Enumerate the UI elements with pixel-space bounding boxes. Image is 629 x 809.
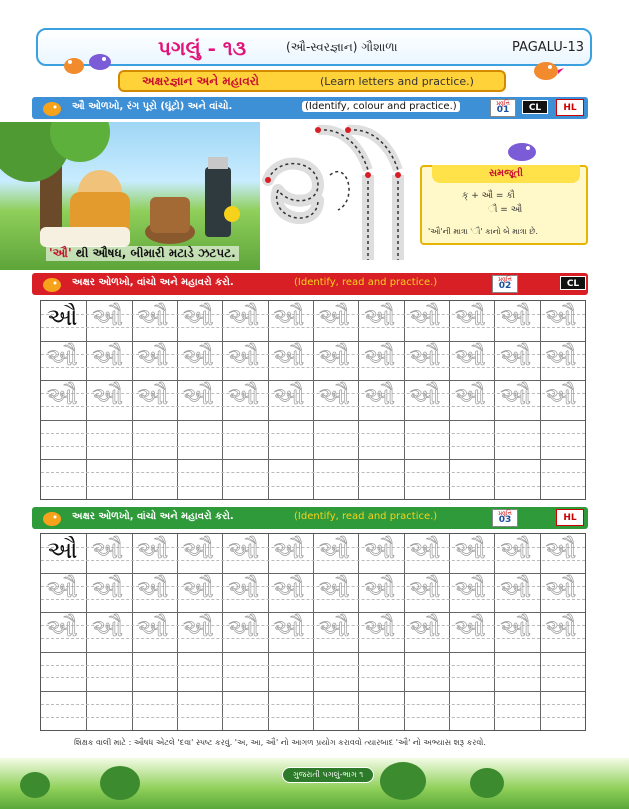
birds-icon <box>60 50 116 78</box>
trace-letter[interactable]: ઔ <box>364 342 395 371</box>
grid-column-line <box>449 534 450 730</box>
bird-icon <box>38 508 66 528</box>
trace-letter[interactable]: ઔ <box>319 303 350 331</box>
trace-letter[interactable]: ઔ <box>92 614 123 643</box>
grid-column-line <box>449 301 450 499</box>
cl-badge: CL <box>522 100 548 114</box>
trace-letter[interactable]: ઔ <box>273 303 305 331</box>
activity-1-number-badge: પ્રવૃત્તિ 01 <box>490 99 516 117</box>
hl-badge: HL <box>556 99 584 116</box>
model-letter[interactable]: ઔ <box>47 536 78 564</box>
trace-letter[interactable]: ઔ <box>364 382 395 411</box>
sub-banner <box>118 70 506 92</box>
grid-column-line <box>86 301 87 499</box>
trace-letter[interactable]: ઔ <box>92 342 123 371</box>
trace-letter[interactable]: ઔ <box>319 575 350 604</box>
grid-column-line <box>540 301 541 499</box>
samjuti-line-2: ૌ = ઔ <box>488 205 523 215</box>
guide-line <box>41 704 585 705</box>
guide-line <box>41 446 585 447</box>
guide-line <box>41 472 585 473</box>
guide-line <box>41 486 585 487</box>
trace-letter[interactable]: ઔ <box>545 382 577 411</box>
teacher-note: શિક્ષક વાલી માટે : ઔષધ એટલે 'દવા' સ્પષ્ટ કરવું. 'અ, આ, ઔ' નો આગળ પ્રયોગ કરાવવો ત્યારબાદ 'ઔ' નો અભ્યાસ શરૂ કરવો. <box>74 738 486 747</box>
trace-letter[interactable]: ઔ <box>137 614 169 643</box>
trace-letter[interactable]: ઔ <box>47 342 78 371</box>
grid-column-line <box>268 534 269 730</box>
trace-letter[interactable]: ઔ <box>273 536 305 564</box>
trace-letter[interactable]: ઔ <box>409 575 441 604</box>
trace-letter[interactable]: ઔ <box>92 382 123 411</box>
trace-letter[interactable]: ઔ <box>183 382 214 411</box>
trace-letter[interactable]: ઔ <box>409 342 441 371</box>
trace-letter[interactable]: ઔ <box>319 536 350 564</box>
sub-banner-gujarati: અક્ષરજ્ઞાન અને મહાવરો <box>142 74 260 88</box>
hl-badge: HL <box>556 509 584 526</box>
samjuti-note: 'ઔ'ની માત્રા 'ૌ' કાનો બે માત્રા છે. <box>428 227 538 236</box>
letter-trace-diagram <box>258 120 418 270</box>
activity-3-instruction: અક્ષર ઓળખો, વાંચો અને મહાવરો કરો. <box>72 511 234 522</box>
trace-letter[interactable]: ઔ <box>500 536 531 564</box>
grid-column-line <box>313 534 314 730</box>
trace-letter[interactable]: ઔ <box>228 342 259 371</box>
trace-letter[interactable]: ઔ <box>545 536 577 564</box>
trace-letter[interactable]: ઔ <box>500 303 531 331</box>
trace-letter[interactable]: ઔ <box>183 575 214 604</box>
trace-letter[interactable]: ઔ <box>273 342 305 371</box>
trace-letter[interactable]: ઔ <box>455 303 486 331</box>
grid-column-line <box>177 301 178 499</box>
activity-3-number-badge: પ્રવૃત્તિ 03 <box>492 509 518 527</box>
trace-letter[interactable]: ઔ <box>545 342 577 371</box>
activity-2-number-badge: પ્રવૃત્તિ 02 <box>492 275 518 293</box>
trace-letter[interactable]: ઔ <box>409 303 441 331</box>
activity-3-bar <box>32 507 588 529</box>
trace-letter[interactable]: ઔ <box>455 342 486 371</box>
trace-letter[interactable]: ઔ <box>183 342 214 371</box>
activity-2-bar <box>32 273 588 295</box>
grid-column-line <box>268 301 269 499</box>
trace-letter[interactable]: ઔ <box>228 303 259 331</box>
grid-column-line <box>494 301 495 499</box>
samjuti-title: સમજૂતી <box>432 165 580 183</box>
trace-letter[interactable]: ઔ <box>455 382 486 411</box>
grid-column-line <box>132 301 133 499</box>
grid-column-line <box>404 301 405 499</box>
trace-letter[interactable]: ઔ <box>273 575 305 604</box>
trace-letter[interactable]: ઔ <box>137 536 169 564</box>
bird-icon <box>38 98 66 118</box>
trace-letter[interactable]: ઔ <box>47 382 78 411</box>
activity-2-english: (Identify, read and practice.) <box>294 277 438 288</box>
guide-line <box>41 433 585 434</box>
trace-letter[interactable]: ઔ <box>545 614 577 643</box>
trace-letter[interactable]: ઔ <box>92 575 123 604</box>
row-line <box>41 459 585 460</box>
grid-column-line <box>494 534 495 730</box>
footer-brand: ગુજરાતી પગલું-ભાગ ૧ <box>282 767 374 783</box>
trace-letter[interactable]: ઔ <box>137 575 169 604</box>
grid-column-line <box>177 534 178 730</box>
caption-letter: 'ઔ' <box>49 246 72 260</box>
trace-letter[interactable]: ઔ <box>47 575 78 604</box>
trace-letter[interactable]: ઔ <box>319 342 350 371</box>
activity-1-instruction: ઔ ઓળખો, રંગ પૂરો (ઘૂંટો) અને વાંચો. <box>72 101 233 112</box>
trace-letter[interactable]: ઔ <box>273 614 305 643</box>
trace-letter[interactable]: ઔ <box>364 575 395 604</box>
row-line <box>41 691 585 692</box>
activity-1-english: (Identify, colour and practice.) <box>302 101 460 112</box>
page-title: પગલું - ૧૩ <box>158 36 247 60</box>
trace-letter[interactable]: ઔ <box>92 303 123 331</box>
activity-1-bar <box>32 97 588 119</box>
row-line <box>41 341 585 342</box>
grid-column-line <box>222 301 223 499</box>
trace-letter[interactable]: ઔ <box>455 614 486 643</box>
trace-letter[interactable]: ઔ <box>137 382 169 411</box>
trace-letter[interactable]: ઔ <box>319 614 350 643</box>
sub-banner-english: (Learn letters and practice.) <box>320 75 474 88</box>
trace-letter[interactable]: ઔ <box>364 303 395 331</box>
trace-letter[interactable]: ઔ <box>228 575 259 604</box>
grid-column-line <box>358 301 359 499</box>
bird-icon <box>500 136 544 166</box>
grid-column-line <box>132 534 133 730</box>
guide-line <box>41 665 585 666</box>
grid-column-line <box>404 534 405 730</box>
practice-grid-1 <box>40 300 586 500</box>
guide-line <box>41 717 585 718</box>
trace-letter[interactable]: ઔ <box>183 614 214 643</box>
caption-text: થી ઔષધ, બીમારી મટાડે ઝટપટ. <box>71 246 236 260</box>
trace-letter[interactable]: ઔ <box>183 303 214 331</box>
bird-icon <box>528 56 564 82</box>
trace-letter[interactable]: ઔ <box>92 536 123 564</box>
cl-badge: CL <box>560 276 586 290</box>
trace-letter[interactable]: ઔ <box>183 536 214 564</box>
trace-letter[interactable]: ઔ <box>273 382 305 411</box>
grid-column-line <box>222 534 223 730</box>
activity-2-instruction: અક્ષર ઓળખો, વાંચો અને મહાવરો કરો. <box>72 277 234 288</box>
grid-column-line <box>86 534 87 730</box>
trace-letter[interactable]: ઔ <box>228 382 259 411</box>
activity-3-english: (Identify, read and practice.) <box>294 511 438 522</box>
practice-grid-2 <box>40 533 586 731</box>
page-subtitle: (ઔ-સ્વરજ્ઞાન) ગૌશાળા <box>286 40 398 54</box>
guide-line <box>41 677 585 678</box>
trace-letter[interactable]: ઔ <box>409 614 441 643</box>
trace-letter[interactable]: ઔ <box>500 614 531 643</box>
trace-letter[interactable]: ઔ <box>545 575 577 604</box>
trace-letter[interactable]: ઔ <box>500 382 531 411</box>
trace-letter[interactable]: ઔ <box>364 536 395 564</box>
trace-letter[interactable]: ઔ <box>228 614 259 643</box>
grid-column-line <box>313 301 314 499</box>
trace-letter[interactable]: ઔ <box>455 536 486 564</box>
trace-letter[interactable]: ઔ <box>364 614 395 643</box>
samjuti-box <box>420 165 588 245</box>
trace-letter[interactable]: ઔ <box>228 536 259 564</box>
trace-letter[interactable]: ઔ <box>409 382 441 411</box>
trace-letter[interactable]: ઔ <box>409 536 441 564</box>
grid-column-line <box>540 534 541 730</box>
trace-letter[interactable]: ઔ <box>455 575 486 604</box>
model-letter[interactable]: ઔ <box>47 303 78 331</box>
illustration-caption <box>46 246 239 261</box>
trace-letter[interactable]: ઔ <box>500 342 531 371</box>
footer-ground <box>0 758 629 809</box>
trace-letter[interactable]: ઔ <box>137 303 169 331</box>
samjuti-line-1: ક્ + ઔ = કૌ <box>462 191 515 201</box>
page-header <box>36 28 592 66</box>
grid-column-line <box>358 534 359 730</box>
trace-letter[interactable]: ઔ <box>47 614 78 643</box>
trace-letter[interactable]: ઔ <box>545 303 577 331</box>
trace-letter[interactable]: ઔ <box>137 342 169 371</box>
bird-icon <box>38 274 66 294</box>
row-line <box>41 420 585 421</box>
row-line <box>41 652 585 653</box>
trace-letter[interactable]: ઔ <box>500 575 531 604</box>
page-code: PAGALU-13 <box>512 40 584 55</box>
trace-letter[interactable]: ઔ <box>319 382 350 411</box>
